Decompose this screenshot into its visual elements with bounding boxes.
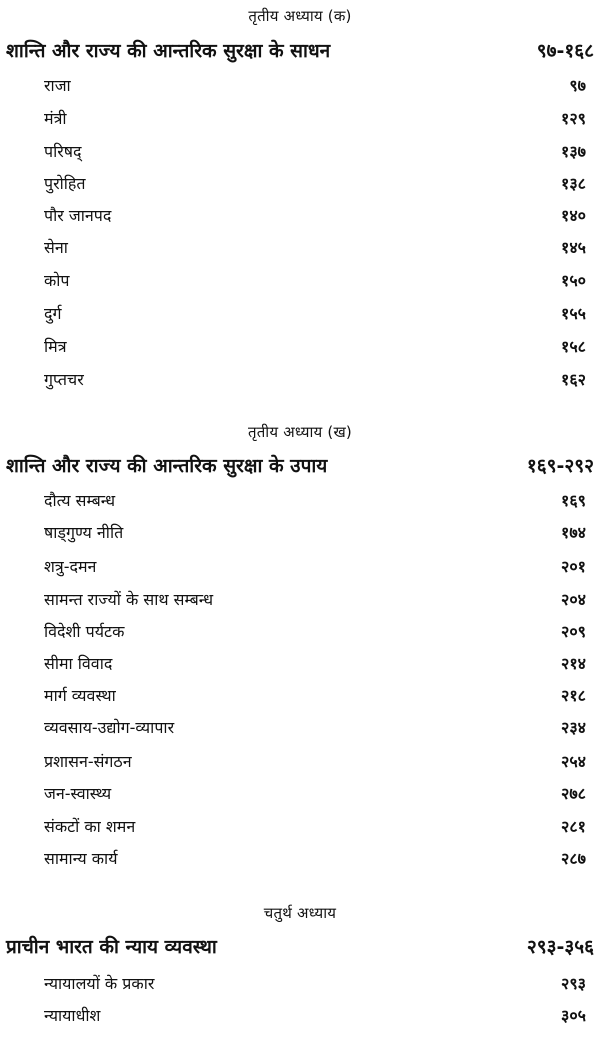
toc-entry (0, 204, 600, 234)
entry-title: न्यायालयों के प्रकार (44, 974, 155, 993)
entry-page: २९३ (561, 974, 586, 993)
toc-entry (0, 172, 600, 202)
entry-title: मित्र (44, 337, 67, 356)
toc-entry (0, 652, 600, 682)
section-page-range: २९३-३५६ (526, 936, 594, 958)
toc-entry (0, 107, 600, 137)
entry-title: सामान्य कार्य (44, 849, 118, 868)
entry-page: १६२ (561, 370, 586, 389)
entry-page: २१४ (561, 654, 586, 673)
entry-title: राजा (44, 76, 71, 95)
toc-entry (0, 782, 600, 812)
section-page-range: १६९-२९२ (526, 455, 594, 477)
entry-page: १५० (561, 271, 586, 290)
entry-title: विदेशी पर्यटक (44, 622, 125, 641)
entry-title: संकटों का शमन (44, 817, 136, 836)
entry-title: सेना (44, 238, 68, 257)
entry-title: कोप (44, 271, 70, 290)
entry-page: १५८ (561, 337, 586, 356)
toc-entry (0, 716, 600, 746)
entry-page: १५५ (561, 304, 586, 323)
section-heading (0, 452, 600, 482)
entry-page: २८१ (561, 817, 586, 836)
toc-entry (0, 847, 600, 877)
section-page-range: ९७-१६८ (536, 40, 594, 62)
toc-entry (0, 368, 600, 398)
entry-title: मार्ग व्यवस्था (44, 686, 116, 705)
entry-title: दौत्य सम्बन्ध (44, 491, 116, 510)
chapter-label: चतुर्थ अध्याय (263, 904, 337, 922)
entry-page: १७४ (561, 523, 586, 542)
entry-title: शत्रु-दमन (44, 557, 97, 576)
entry-title: मंत्री (44, 109, 67, 128)
entry-page: २७८ (561, 784, 586, 803)
entry-page: २८७ (561, 849, 586, 868)
entry-page: २५४ (561, 752, 586, 771)
entry-title: व्यवसाय-उद्योग-व्यापार (44, 718, 175, 737)
entry-title: जन-स्वास्थ्य (44, 784, 112, 803)
toc-entry (0, 684, 600, 714)
entry-title: दुर्ग (44, 304, 62, 323)
entry-page: २३४ (561, 718, 586, 737)
entry-title: सामन्त राज्यों के साथ सम्बन्ध (44, 590, 214, 609)
entry-page: १४५ (561, 238, 586, 257)
section-title: प्राचीन भारत की न्याय व्यवस्था (6, 936, 217, 958)
chapter-label: तृतीय अध्याय (क) (248, 7, 352, 25)
entry-title: पौर जानपद (44, 206, 112, 225)
entry-title: न्यायाधीश (44, 1006, 101, 1025)
entry-page: १३७ (561, 142, 586, 161)
toc-entry (0, 620, 600, 650)
toc-entry (0, 269, 600, 299)
entry-title: प्रशासन-संगठन (44, 752, 132, 771)
entry-page: २०९ (561, 622, 586, 641)
entry-title: गुप्तचर (44, 370, 84, 389)
toc-entry (0, 972, 600, 1002)
entry-title: पुरोहित (44, 174, 86, 193)
toc-entry (0, 588, 600, 618)
entry-page: १४० (561, 206, 586, 225)
toc-entry (0, 555, 600, 585)
entry-page: १३८ (561, 174, 586, 193)
toc-entry (0, 489, 600, 519)
section-heading (0, 37, 600, 67)
entry-page: २०४ (561, 590, 586, 609)
toc-entry (0, 1004, 600, 1034)
entry-title: परिषद् (44, 142, 82, 161)
toc-entry (0, 236, 600, 266)
toc-entry (0, 302, 600, 332)
toc-entry (0, 335, 600, 365)
section-title: शान्ति और राज्य की आन्तरिक सुरक्षा के साधन (6, 40, 331, 62)
entry-page: १२९ (561, 109, 586, 128)
section-title: शान्ति और राज्य की आन्तरिक सुरक्षा के उपाय (6, 455, 328, 477)
toc-entry (0, 750, 600, 780)
entry-page: २०१ (561, 557, 586, 576)
entry-title: षाड्गुण्य नीति (44, 523, 124, 542)
chapter-label: तृतीय अध्याय (ख) (248, 423, 352, 441)
entry-page: १६९ (561, 491, 586, 510)
entry-title: सीमा विवाद (44, 654, 113, 673)
toc-entry (0, 140, 600, 170)
toc-entry (0, 521, 600, 551)
section-heading (0, 933, 600, 963)
toc-entry (0, 815, 600, 845)
entry-page: ९७ (569, 76, 586, 95)
entry-page: २१८ (561, 686, 586, 705)
toc-entry (0, 74, 600, 104)
entry-page: ३०५ (561, 1006, 586, 1025)
